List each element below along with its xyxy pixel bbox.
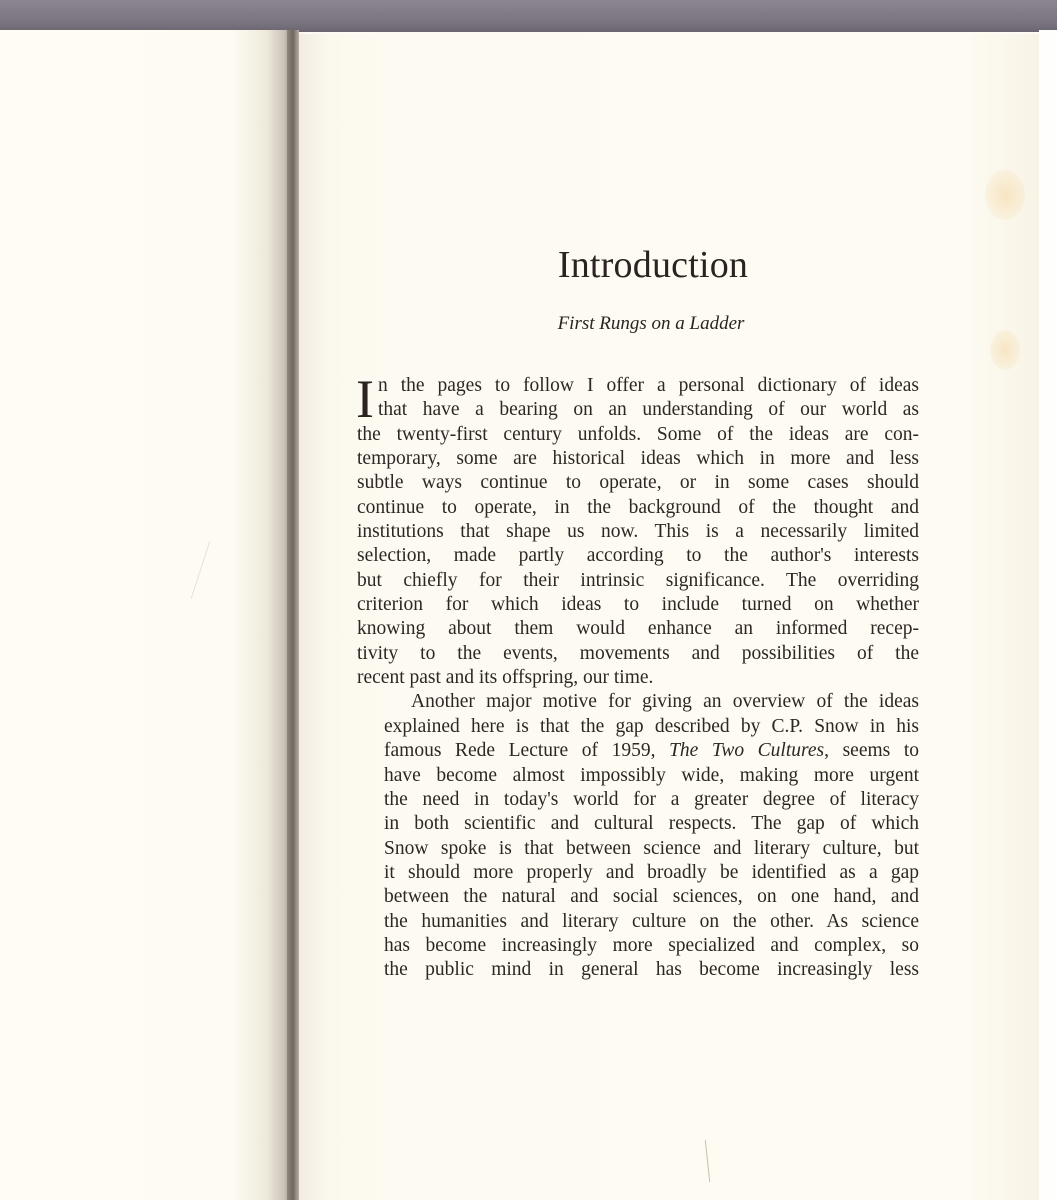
text-line: Another major motive for giving an overview of the ideas bbox=[411, 691, 919, 713]
text-line: criterion for which ideas to include turned on whether bbox=[357, 594, 919, 616]
text-line: the twenty-first century unfolds. Some of the ideas are con- bbox=[357, 423, 919, 445]
paper-stain bbox=[985, 170, 1025, 220]
text-line: institutions that shape us now. This is a necessarily limited bbox=[357, 521, 919, 543]
text-fragment: famous Rede Lecture of 1959, bbox=[384, 740, 670, 762]
text-line: has become increasingly more specialized and complex, so bbox=[384, 934, 919, 956]
text-line: between the natural and social sciences, on one hand, and bbox=[384, 886, 919, 908]
page-content bbox=[357, 246, 919, 983]
scan-right-margin bbox=[1039, 30, 1057, 1200]
text-line: that have a bearing on an understanding of our world as bbox=[377, 399, 919, 421]
paragraph-1 bbox=[356, 369, 919, 690]
text-line: tivity to the events, movements and possibilities of the bbox=[357, 642, 919, 664]
text-line: knowing about them would enhance an informed recep- bbox=[357, 618, 919, 640]
text-line: the humanities and literary culture on the other. As science bbox=[384, 910, 919, 932]
text-line: but chiefly for their intrinsic significance. The overriding bbox=[357, 569, 919, 591]
paper-stain bbox=[990, 330, 1020, 370]
body-text bbox=[356, 369, 919, 983]
text-line: explained here is that the gap described by C.P. Snow in his bbox=[384, 715, 919, 737]
text-line: recent past and its offspring, our time. bbox=[357, 667, 654, 689]
text-line: n the pages to follow I offer a personal dictionary of ideas bbox=[377, 375, 919, 396]
paragraph-2 bbox=[357, 690, 919, 982]
text-line-with-title bbox=[357, 739, 919, 763]
text-line: in both scientific and cultural respects. The gap of which bbox=[384, 813, 919, 835]
chapter-subtitle: First Rungs on a Ladder bbox=[557, 313, 745, 334]
text-line: the need in today's world for a greater degree of literacy bbox=[384, 788, 919, 810]
text-line: subtle ways continue to operate, or in some cases should bbox=[357, 472, 919, 494]
text-line: temporary, some are historical ideas which in more and less bbox=[357, 448, 919, 470]
text-line: it should more properly and broadly be identified as a gap bbox=[384, 861, 919, 883]
text-line: selection, made partly according to the author's interests bbox=[357, 545, 919, 567]
text-line: have become almost impossibly wide, making more urgent bbox=[384, 764, 919, 786]
text-line: Snow spoke is that between science and literary culture, but bbox=[384, 837, 919, 859]
book-title-italic: The Two Cultures bbox=[669, 740, 825, 762]
left-page-blank bbox=[0, 30, 290, 1200]
text-line: the public mind in general has become increasingly less bbox=[384, 959, 919, 981]
text-line: continue to operate, in the background of the thought and bbox=[357, 496, 919, 518]
book-gutter-shadow bbox=[287, 30, 299, 1200]
drop-cap: I bbox=[356, 369, 374, 429]
chapter-title: Introduction bbox=[557, 244, 749, 286]
scanner-background-strip bbox=[0, 0, 1057, 32]
text-fragment: , seems to bbox=[824, 740, 919, 762]
